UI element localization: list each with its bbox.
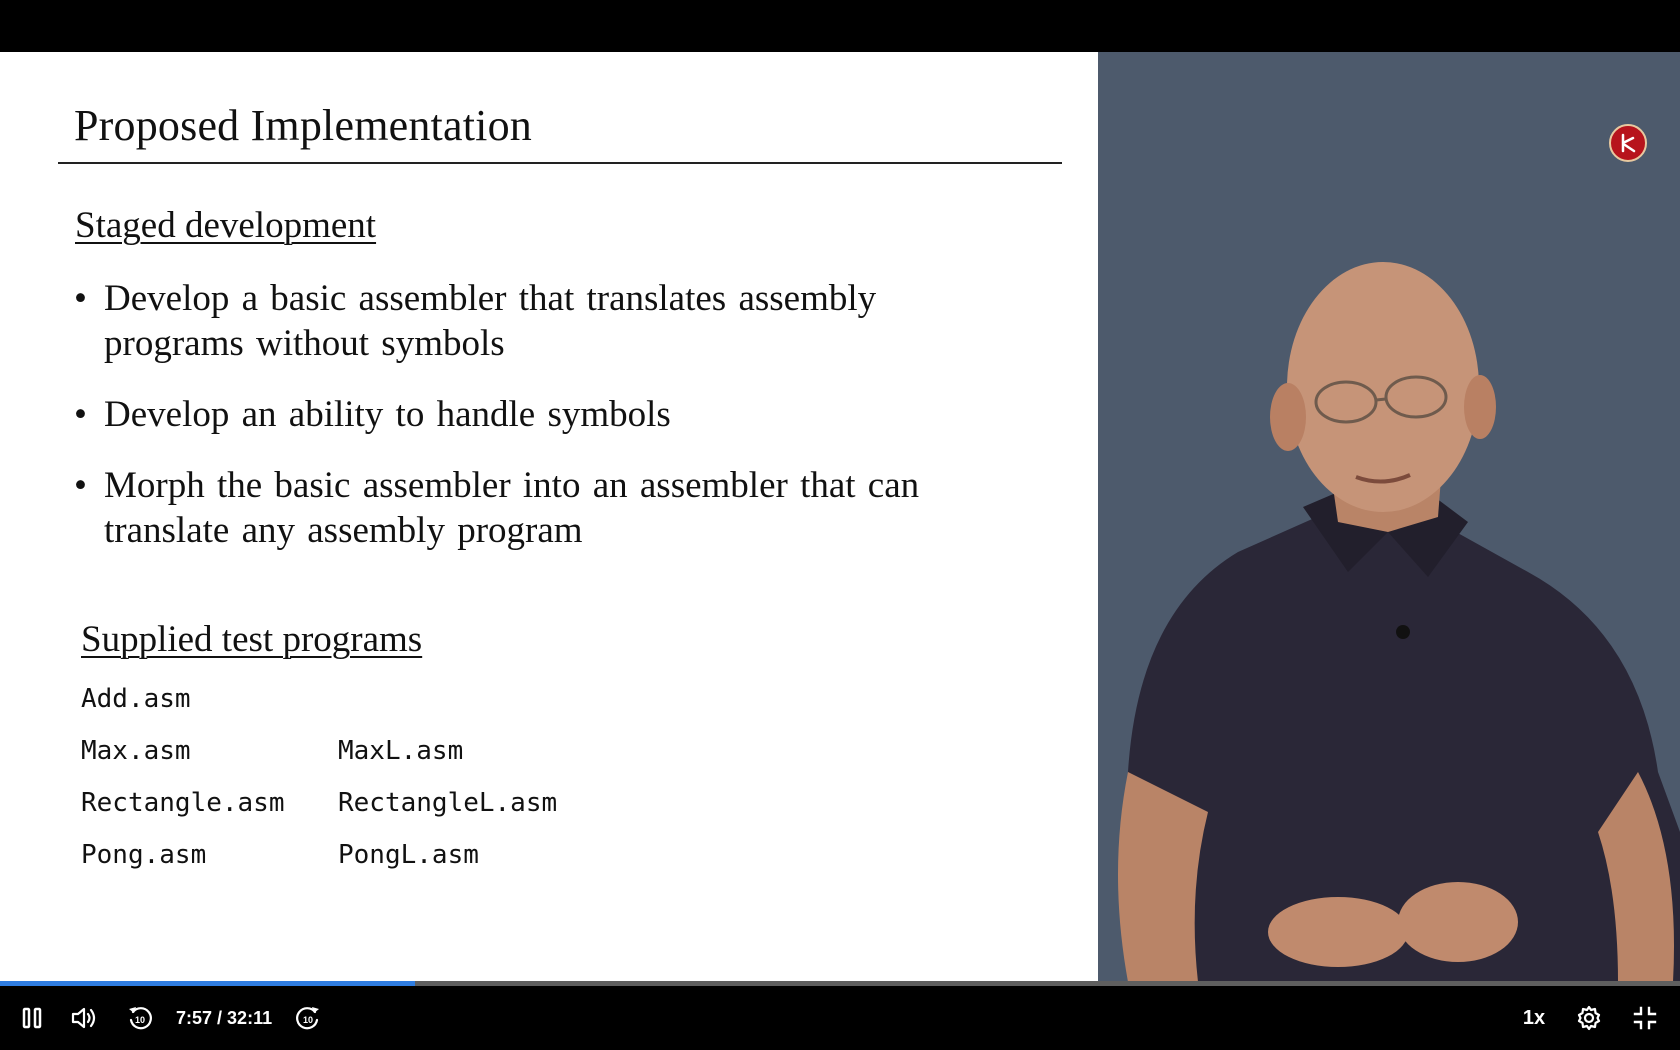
bullet-marker: • bbox=[74, 394, 87, 435]
test-program-list bbox=[81, 684, 598, 870]
rewind-10-icon bbox=[126, 1004, 154, 1032]
lecture-slide bbox=[0, 52, 1098, 982]
exit-fullscreen-icon bbox=[1633, 1006, 1657, 1030]
svg-text:10: 10 bbox=[134, 1015, 146, 1025]
slide-title: Proposed Implementation bbox=[74, 101, 532, 150]
file-name: Add.asm bbox=[81, 684, 191, 714]
pause-icon bbox=[22, 1007, 42, 1029]
volume-button[interactable] bbox=[68, 1004, 100, 1032]
video-frame[interactable] bbox=[0, 52, 1680, 982]
file-name: MaxL.asm bbox=[338, 736, 464, 766]
supplied-test-programs-heading: Supplied test programs bbox=[81, 619, 423, 660]
file-name: PongL.asm bbox=[338, 840, 479, 870]
forward-10-button[interactable] bbox=[292, 1004, 324, 1032]
bullet-item bbox=[74, 463, 1034, 553]
bullet-item bbox=[74, 392, 1034, 437]
playback-speed-button[interactable]: 1x bbox=[1522, 1006, 1546, 1029]
gear-icon bbox=[1576, 1005, 1602, 1031]
bullet-marker: • bbox=[74, 465, 87, 506]
time-display bbox=[176, 1004, 272, 1032]
bullet-line: Morph the basic assembler into an assembler that can bbox=[104, 465, 920, 506]
file-name: Pong.asm bbox=[81, 840, 207, 870]
svg-text:10: 10 bbox=[302, 1015, 314, 1025]
file-name-empty bbox=[338, 684, 598, 714]
presenter-figure bbox=[1098, 52, 1680, 982]
settings-button[interactable] bbox=[1574, 1004, 1604, 1032]
duration: 32:11 bbox=[227, 1008, 273, 1028]
title-divider bbox=[58, 162, 1062, 164]
bullet-item bbox=[74, 276, 1034, 366]
file-name: RectangleL.asm bbox=[338, 788, 558, 818]
forward-10-icon bbox=[294, 1004, 322, 1032]
current-time: 7:57 bbox=[176, 1008, 213, 1028]
logo-emblem-icon bbox=[1611, 126, 1645, 160]
top-bar bbox=[0, 0, 1680, 52]
staged-development-heading: Staged development bbox=[75, 205, 377, 246]
file-name: Max.asm bbox=[81, 736, 191, 766]
bullet-line: translate any assembly program bbox=[104, 510, 583, 551]
file-name: Rectangle.asm bbox=[81, 788, 285, 818]
exit-fullscreen-button[interactable] bbox=[1630, 1004, 1660, 1032]
bullet-line: programs without symbols bbox=[104, 323, 505, 364]
bullet-list bbox=[74, 276, 1034, 553]
time-separator: / bbox=[212, 1008, 228, 1028]
pause-button[interactable] bbox=[18, 1004, 46, 1032]
rewind-10-button[interactable] bbox=[124, 1004, 156, 1032]
bullet-line: Develop a basic assembler that translates assembly bbox=[104, 278, 877, 319]
speaker-icon bbox=[70, 1006, 98, 1030]
player-controls bbox=[0, 986, 1680, 1050]
bullet-line: Develop an ability to handle symbols bbox=[104, 394, 671, 435]
university-logo bbox=[1609, 124, 1647, 162]
bullet-marker: • bbox=[74, 278, 87, 319]
